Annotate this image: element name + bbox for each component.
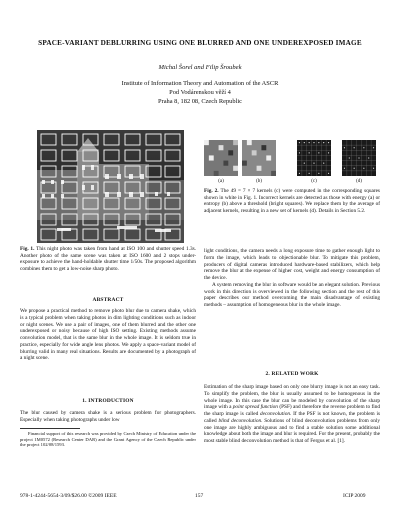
figure1-night-photo bbox=[37, 130, 184, 243]
related-text: . If the PSF is not known, the problem is called bbox=[204, 411, 380, 424]
introduction-text bbox=[20, 410, 196, 424]
footer-isbn: 978-1-4244-5654-3/09/$26.00 ©2009 IEEE bbox=[20, 493, 117, 499]
night-photo-image bbox=[37, 130, 184, 243]
figure2-caption-text: The 49 = 7 × 7 kernels (c) were computed in the corresponding squares shown in white in Fig. 1. Incorrect kernels are detected as those with energy (a) or entropy (b) above a threshold (bright squares). We replace them by the average of adjacent kernels, resulting in a new set of kernels (d). Details in Section 5.2. bbox=[204, 188, 380, 215]
abstract-text bbox=[20, 308, 196, 362]
kernel-grid-corrected bbox=[342, 140, 376, 176]
figure2-kernels bbox=[204, 140, 380, 184]
affiliation-line: Pod Vodárenskou věží 4 bbox=[169, 89, 231, 96]
paper-title: SPACE-VARIANT DEBLURRING USING ONE BLURRED AND ONE UNDEREXPOSED IMAGE bbox=[38, 39, 362, 47]
kernel-grid-original bbox=[297, 140, 331, 176]
intro-continued-paragraph: light conditions, the camera needs a long exposure time to gather enough light to form the image, which leads to objectionable blur. To mitigate this problem, producers of digital cameras introduced hardware-based stabilizers, which help remove the blur at the expense of higher cost, weight and energy consumption of the device. bbox=[204, 248, 380, 281]
abstract-heading: ABSTRACT bbox=[92, 297, 124, 303]
figure2-sublabel: (d) bbox=[356, 179, 362, 184]
abstract-paragraph: We propose a practical method to remove photo blur due to camera shake, which is a typical problem when taking photos in dim lighting conditions such as indoor or night scenes. We use a pair of images, one of them blurred and the other one underexposed or noisy because of high ISO setting. Existing methods assume convolution model, that is the same blur in the whole image. It is seldom true in practice, especially for wide angle lens photos. We apply a space-variant model of blurring valid in many real situations. Results are documented by a photograph of a night scene. bbox=[20, 308, 196, 362]
related-text: (PSF) and therefore the reverse problem to find the sharp image is called bbox=[204, 404, 380, 417]
related-work-heading: 2. RELATED WORK bbox=[265, 371, 319, 377]
affiliation-line: Praha 8, 182 08, Czech Republic bbox=[158, 98, 242, 105]
figure1-caption bbox=[20, 246, 196, 273]
footnote-text: Financial support of this research was provided by Czech Ministry of Education under the project 1M0572 (Research Center DAR) and the Grant Agency of the Czech Republic under the project 102/08/1593. bbox=[20, 431, 196, 448]
figure2-sublabel: (a) bbox=[218, 179, 224, 184]
footnote-rule bbox=[20, 428, 80, 429]
paper-authors: Michal Šorel and Filip Šroubek bbox=[158, 64, 242, 71]
affiliation-line: Institute of Information Theory and Automation of the ASCR bbox=[121, 80, 279, 87]
figure2-caption-label: Fig. 2. bbox=[204, 188, 219, 194]
footer-venue: ICIP 2009 bbox=[343, 493, 366, 499]
footer-page-number: 157 bbox=[195, 493, 204, 499]
kernel-entropy-map bbox=[242, 140, 276, 176]
related-term: blind deconvolution bbox=[218, 417, 262, 424]
figure2-sublabel: (c) bbox=[311, 179, 317, 184]
related-text: . Solutions of blind deconvolution problems from only one image are highly ambiguous and to find a stable solution some additional knowledge about both the image and blur is required. For the present, probably the most stable blind deconvolution method is that of Fergus et al. [1]. bbox=[204, 417, 380, 444]
related-term: deconvolution bbox=[260, 411, 291, 417]
affiliation bbox=[20, 79, 380, 106]
related-work-text bbox=[204, 384, 380, 445]
kernel-energy-map bbox=[204, 140, 238, 176]
introduction-heading: 1. INTRODUCTION bbox=[82, 398, 134, 404]
intro-second-paragraph: A system removing the blur in software would be an elegant solution. Previous work in this direction is overviewed in the following section and the rest of this paper describes our method overcoming the main disadvantage of existing methods – assumption of homogeneous blur in the whole image. bbox=[204, 281, 380, 308]
introduction-paragraph: The blur caused by camera shake is a serious problem for photographers. Especially when taking photographs under low bbox=[20, 410, 196, 423]
figure1-caption-text: This night photo was taken from hand at ISO 100 and shutter speed 1.3s. Another photo of the same scene was taken at ISO 1600 and 2 stops under-exposure to achieve the hand-holdable shutter time 1/50s. The proposed algorithm combines them to get a low-noise sharp photo. bbox=[20, 246, 197, 273]
related-term: point spread function bbox=[232, 404, 278, 411]
right-column-intro bbox=[204, 248, 380, 309]
figure2-caption bbox=[204, 188, 380, 215]
related-work-paragraph bbox=[204, 384, 380, 445]
footnote bbox=[20, 431, 196, 448]
related-text: Estimation of the sharp image based on only one blurry image is not an easy task. To simplify the problem, the blur is usually assumed to be homogenous in the whole image. In this case the blur can be modeled by convolution of the sharp image with a bbox=[204, 384, 380, 411]
figure2-sublabel: (b) bbox=[256, 179, 262, 184]
figure1-caption-label: Fig. 1. bbox=[20, 246, 35, 252]
